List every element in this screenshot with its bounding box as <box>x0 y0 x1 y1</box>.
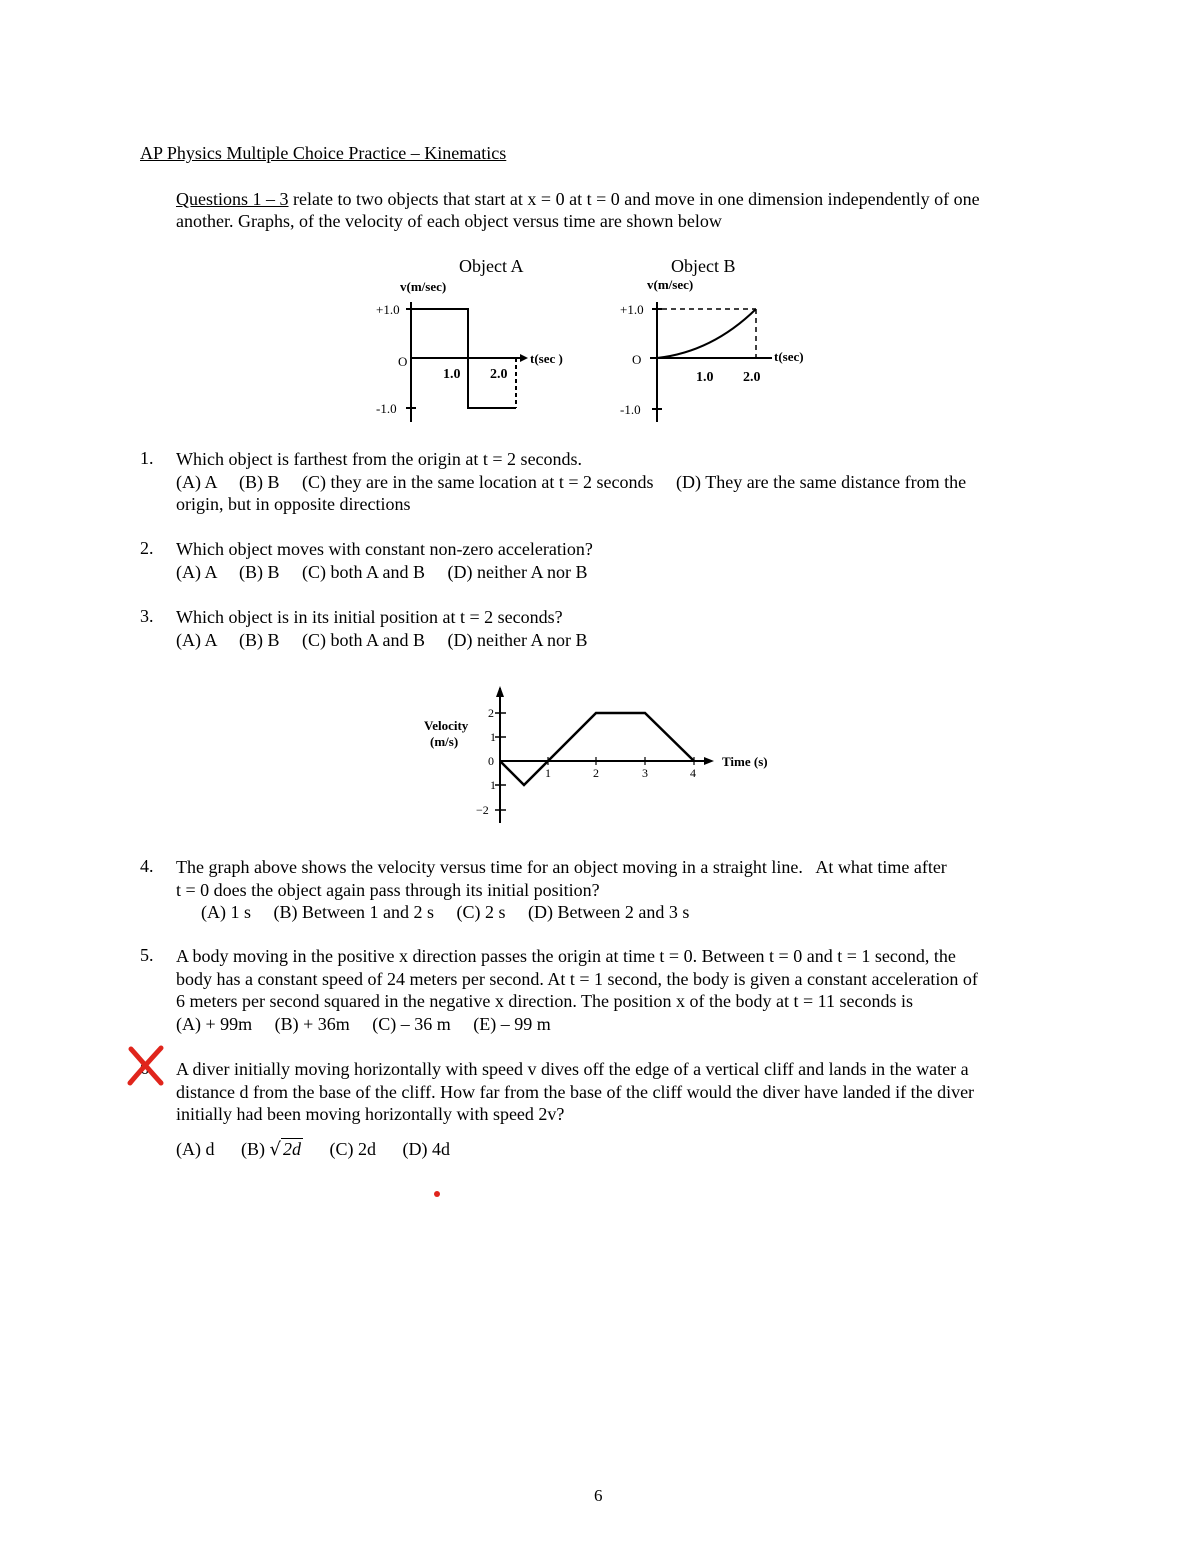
q6-option-c: (C) 2d <box>329 1139 376 1159</box>
q1-number: 1. <box>140 448 154 468</box>
q5-body <box>176 945 1076 1035</box>
graph-a-ytick-bottom: -1.0 <box>376 401 397 416</box>
q2-options: (A) A (B) B (C) both A and B (D) neither A nor B <box>176 561 588 582</box>
intro-line-2: another. Graphs, of the velocity of each object versus time are shown below <box>176 211 722 231</box>
q6-option-b-value: 2d <box>282 1139 301 1159</box>
q4-number: 4. <box>140 856 154 876</box>
intro-text: relate to two objects that start at x = 0 at t = 0 and move in one dimension independently of one <box>288 189 980 209</box>
graph-b-ytick-top: +1.0 <box>620 302 644 317</box>
graph-b-xtick-2: 2.0 <box>743 370 761 385</box>
graph-c-ylabel-1: Velocity <box>424 718 469 733</box>
q6-stem-1: A diver initially moving horizontally with speed v dives off the edge of a vertical cliff and lands in the water a <box>176 1059 969 1079</box>
q3-options: (A) A (B) B (C) both A and B (D) neither A nor B <box>176 629 588 650</box>
q4-body <box>176 856 1066 924</box>
q2-body <box>176 538 1066 583</box>
graph-c-ytick-neg2: −2 <box>476 803 489 817</box>
graph-a-object-a <box>368 274 588 426</box>
q2-stem: Which object moves with constant non-zero acceleration? <box>176 539 593 559</box>
graph-c-xtick-3: 3 <box>642 766 648 780</box>
graph-b-xlabel: t(sec) <box>774 349 804 364</box>
q1-stem: Which object is farthest from the origin at t = 2 seconds. <box>176 449 583 469</box>
q5-stem-2: body has a constant speed of 24 meters per second. At t = 1 second, the body is given a constant acceleration of <box>176 968 978 989</box>
intro-line-1 <box>176 188 980 210</box>
q3-stem: Which object is in its initial position at t = 2 seconds? <box>176 607 563 627</box>
graph-b-ytick-zero: O <box>632 352 642 367</box>
graph-c-velocity-time <box>418 683 788 831</box>
graph-c-ytick-0: 0 <box>488 754 494 768</box>
q6-stem-3: initially had been moving horizontally with speed 2v? <box>176 1104 565 1124</box>
page-number: 6 <box>594 1486 603 1505</box>
q2-number: 2. <box>140 538 154 558</box>
graph-c-ylabel-2: (m/s) <box>430 734 459 749</box>
intro-questions-ref: Questions 1 – 3 <box>176 189 289 209</box>
q3-body <box>176 606 1066 651</box>
page-title: AP Physics Multiple Choice Practice – Kinematics <box>140 143 507 163</box>
q4-stem-1: The graph above shows the velocity versus time for an object moving in a straight line. At what time after <box>176 857 947 877</box>
red-x-mark <box>126 1045 166 1087</box>
q3-number: 3. <box>140 606 154 626</box>
sqrt-symbol: √ <box>269 1139 281 1160</box>
graph-a-caption: Object A <box>459 256 524 276</box>
q1-options: (A) A (B) B (C) they are in the same location at t = 2 seconds (D) They are the same distance from the <box>176 471 967 492</box>
graph-a-ylabel: v(m/sec) <box>400 279 447 294</box>
graph-c-xtick-2: 2 <box>593 766 599 780</box>
graph-a-xtick-1: 1.0 <box>443 367 461 382</box>
graph-a-x-arrow <box>520 354 528 362</box>
graph-c-xtick-4: 4 <box>690 766 696 780</box>
graph-a-ytick-top: +1.0 <box>376 302 400 317</box>
graph-a-xlabel: t(sec ) <box>530 351 563 366</box>
q4-stem-2: t = 0 does the object again pass through its initial position? <box>176 879 600 900</box>
graph-b-ytick-bottom: -1.0 <box>620 402 641 417</box>
graph-c-xtick-1: 1 <box>545 766 551 780</box>
graph-c-xlabel: Time (s) <box>722 754 768 769</box>
q5-stem-1: A body moving in the positive x direction passes the origin at time t = 0. Between t = 0 and t = 1 second, the <box>176 946 956 966</box>
graph-b-caption: Object B <box>671 256 736 276</box>
q5-options: (A) + 99m (B) + 36m (C) – 36 m (E) – 99 m <box>176 1013 551 1034</box>
graph-c-ytick-1: 1 <box>490 730 496 744</box>
graph-b-object-b <box>612 274 834 426</box>
graph-c-ytick-neg1: 1 <box>490 778 496 792</box>
graph-b-ylabel: v(m/sec) <box>647 277 694 292</box>
graph-c-ytick-2: 2 <box>488 706 494 720</box>
red-ink-dot <box>434 1191 440 1197</box>
q4-options: (A) 1 s (B) Between 1 and 2 s (C) 2 s (D) Between 2 and 3 s <box>201 902 690 922</box>
graph-b-xtick-1: 1.0 <box>696 370 714 385</box>
q6-option-d: (D) 4d <box>402 1139 450 1159</box>
q6-option-a: (A) d <box>176 1139 215 1159</box>
q6-body <box>176 1058 1076 1126</box>
q6-number: 6. <box>140 1058 154 1078</box>
graph-b-velocity-curve <box>657 309 756 358</box>
q6-options <box>176 1138 450 1161</box>
graph-a-xtick-2: 2.0 <box>490 367 508 382</box>
q6-stem-2: distance d from the base of the cliff. How far from the base of the cliff would the diver have landed if the diver <box>176 1081 975 1102</box>
q1-options-cont: origin, but in opposite directions <box>176 494 411 514</box>
q5-stem-3: 6 meters per second squared in the negative x direction. The position x of the body at t = 11 seconds is <box>176 991 913 1011</box>
q1-body <box>176 448 1066 516</box>
q5-number: 5. <box>140 945 154 965</box>
graph-a-ytick-zero: O <box>398 354 408 369</box>
q6-option-b-label: (B) <box>241 1139 265 1159</box>
